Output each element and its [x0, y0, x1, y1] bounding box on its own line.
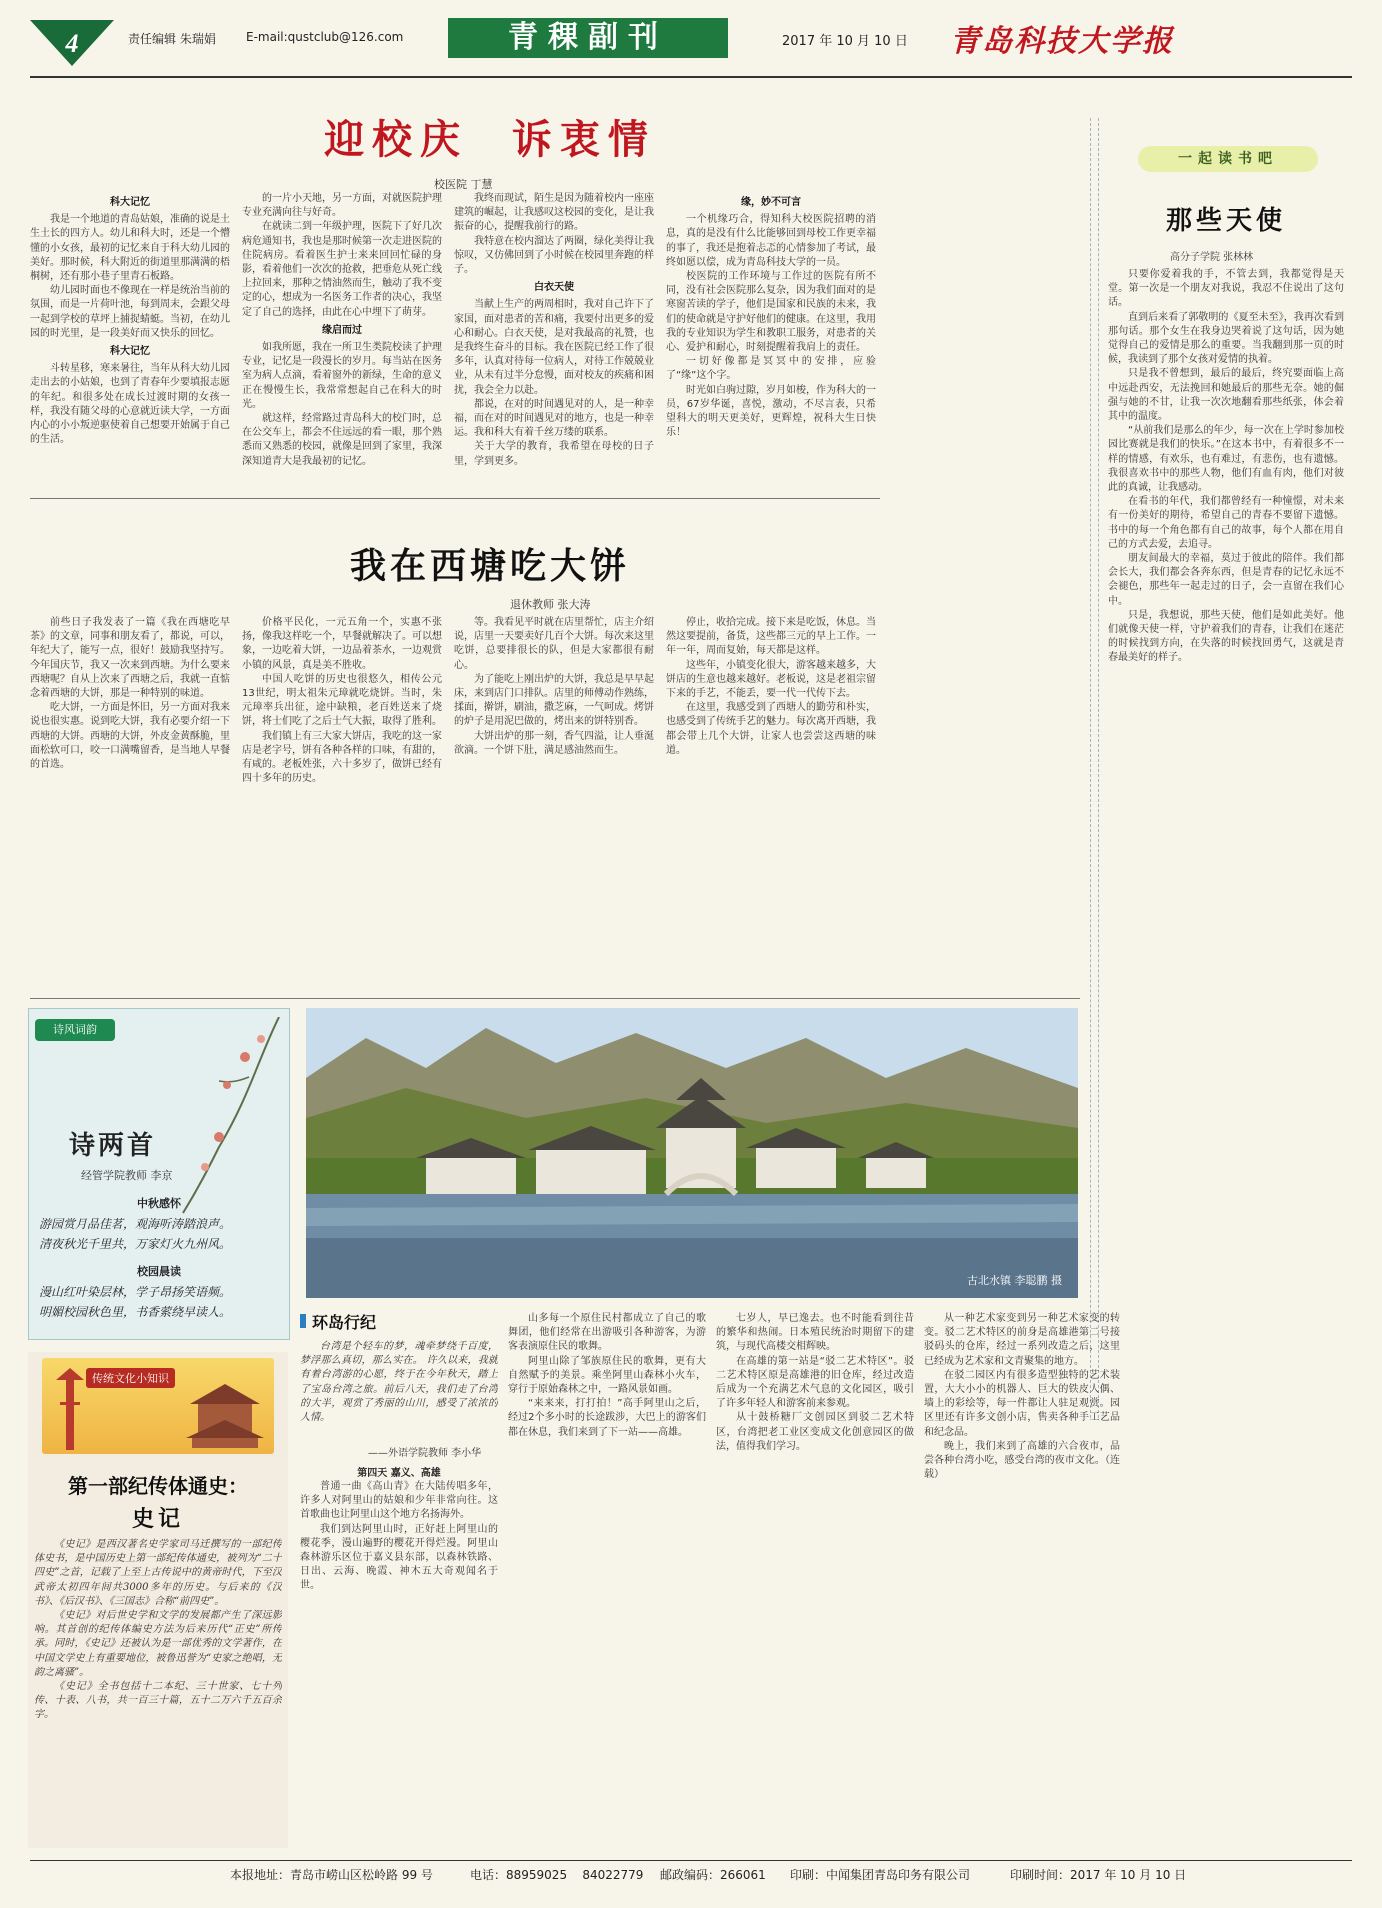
poem1-title: 中秋感怀 [137, 1197, 181, 1210]
article3-col3-p1: 山多每一个原住民村都成立了自己的歌舞团，他们经常在出游吸引各种游客，为游客表演原住民的歌舞。 [508, 1313, 706, 1353]
footer-postcode: 邮政编码：266061 [660, 1868, 766, 1882]
article3-col3-p3: “来来来，打打拍！”高手阿里山之后，经过2个多小时的长途跋涉，大巴上的游客们都在休息，我们来到了下一站——高雄。 [508, 1398, 706, 1438]
article1-col3-sub1: 白衣天使 [534, 282, 574, 294]
article1-col4-p2: 校医院的工作环境与工作过的医院有所不同，没有社会医院那么复杂，因为我们面对的是寒窗苦读的学子，他们是国家和民族的未来，我们的使命就是守护好他们的健康。在这里，我用我的专业知识为学生和教职工服务，对患者的关心、爱护和耐心，时刻提醒着我肩上的责任。 [666, 271, 876, 354]
poem-byline: 经管学院教师 李京 [81, 1169, 173, 1182]
article2-col2-p3: 我们镇上有三大家大饼店，我吃的这一家店是老字号，饼有各种各样的口味，有甜的，有咸的。老板姓张，六十多岁了，做饼已经有四十多年的历史。 [242, 730, 442, 785]
article3-col2-p1: 普通一曲《高山青》在大陆传唱多年，许多人对阿里山的姑娘和少年非常向往。这首歌曲也让阿里山这个地方名扬海外。 [300, 1481, 498, 1521]
section-marker-icon [300, 1314, 306, 1328]
bookclub-border-left [1090, 118, 1091, 1418]
article2-byline: 退休教师 张大涛 [510, 598, 591, 611]
article3-col3-p2: 阿里山除了邹族原住民的歌舞，更有大自然赋予的美景。乘坐阿里山森林小火车，穿行于原始森林之中，一路风景如画。 [508, 1355, 706, 1396]
article1-col2-sub1: 缘启而过 [322, 324, 362, 336]
article1-col1-p2: 幼儿园时面也不像现在一样是统治当前的氛围，而是一片荷叶池，每到周末，会跟父母一起到学校的草坪上捕捉蜻蜓。当初，在幼儿园的时光里，是一段美好而又快乐的回忆。 [30, 285, 230, 339]
article2-col4-p2: 这些年，小镇变化很大，游客越来越多，大饼店的生意也越来越好。老板说，这是老祖宗留下来的手艺，不能丢，要一代一代传下去。 [666, 659, 876, 700]
bookclub-p4: “从前我们是那么的年少，每一次在上学时参加校园比赛就是我们的快乐。”在这本书中，有着很多不一样的情感，有欢乐，也有难过，有悲伤，也有遗憾。我很喜欢书中的那些人物，他们有血有肉，他们对彼此的真诚，让我感动。 [1108, 425, 1344, 494]
article1-col4-p3: 一切好像都是冥冥中的安排，应验了“缘”这个字。 [666, 356, 876, 382]
article2-col1 [30, 616, 230, 982]
article3-col5-p2: 在驳二园区内有很多造型独特的艺术装置，大大小小的机器人、巨大的铁皮人偶、墙上的彩绘等，每一件都让人驻足观赏。园区里还有许多文创小店，售卖各种手工艺品和纪念品。 [924, 1369, 1120, 1438]
poem-box [28, 1008, 290, 1340]
poem2-line1: 漫山红叶染层林，学子昂扬笑语频。 [39, 1285, 232, 1299]
article1-col1 [30, 192, 230, 482]
history-p2: 《史记》对后世史学和文学的发展都产生了深远影响。其首创的纪传体编史方法为后来历代“正史”所传承。同时，《史记》还被认为是一部优秀的文学著作，在中国文学史上有重要地位，被鲁迅誉为“史家之绝唱，无韵之离骚”。 [34, 1610, 282, 1678]
issue-date: 2017 年 10 月 10 日 [782, 34, 908, 49]
water-town-photo [306, 1008, 1078, 1298]
bookclub-p1: 只要你爱着我的手，不管去到，我都觉得是天堂。第一次是一个朋友对我说，我忍不住说出了这句话。 [1108, 269, 1344, 309]
history-title: 第一部纪传体通史： [68, 1474, 248, 1498]
footer-rule [30, 1860, 1352, 1861]
article3-col5-p1: 从一种艺术家变到另一种艺术家变的转变。驳二艺术特区的前身是高雄港第二号接驳码头的仓库，经过一系列改造之后，这里已经成为艺术家和文青聚集的地方。 [924, 1313, 1120, 1367]
article2-col1-p2: 吃大饼，一方面是怀旧，另一方面对我来说也很实惠。说到吃大饼，我有必要介绍一下西塘的大饼。西塘的大饼，外皮金黄酥脆，里面松软可口，咬一口满嘴留香，是当地人早餐的首选。 [30, 702, 230, 771]
poem2-title: 校园晨读 [137, 1265, 181, 1278]
article1-col3 [454, 192, 654, 482]
article2-col3 [454, 616, 654, 982]
article1-col1-sub1: 科大记忆 [110, 197, 150, 208]
footer-phone: 电话：88959025 84022779 [470, 1868, 644, 1882]
article2-col1-p1: 前些日子我发表了一篇《我在西塘吃早茶》的文章，同事和朋友看了，都说，可以，年纪大了，能写一点，很好！鼓励我坚持写。今年国庆节，我又一次来到西塘。为什么要来西塘呢？自从上次来了西塘之后，我就一直惦念着西塘的大饼，那是一种特别的味道。 [30, 617, 230, 700]
article2-col4-p1: 停止，收拾完成。接下来是吃饭，休息。当然这要提前，备货，这些都三元的早上工作。一年一年，周而复始，每天都是这样。 [666, 617, 876, 657]
editor-email: E-mail:qustclub@126.com [246, 30, 404, 44]
article3-col3 [508, 1312, 706, 1850]
article1-col1-p3: 斗转星移，寒来暑往，当年从科大幼儿园走出去的小姑娘，也到了青春年少要填报志愿的年纪。和很多处在成长过渡时期的女孩一样，我没有随父母的心意就近读大学，一方面内心的小小叛逆驱使着自己想要开始属于自己的生活。 [30, 363, 230, 446]
bookclub-title: 那些天使 [1165, 206, 1286, 236]
article3-col4 [716, 1312, 914, 1850]
article1-col3-p4: 都说，在对的时间遇见对的人，是一种幸福，而在对的时间遇见对的地方，也是一种幸运。我和科大有着千丝万缕的联系。 [454, 398, 654, 439]
footer-address: 本报地址：青岛市崂山区松岭路 99 号 [230, 1868, 433, 1882]
article1-col2-p3: 如我所愿，我在一所卫生类院校读了护理专业，记忆是一段漫长的岁月。每当站在医务室为病人点滴，看着窗外的新绿，生命的意义正在慢慢生长，我常常想起自己在科大的时光。 [242, 342, 442, 410]
page-number: 4 [65, 29, 79, 58]
history-p3: 《史记》全书包括十二本纪、三十世家、七十列传、十表、八书，共一百三十篇，五十二万六千五百余字。 [34, 1681, 282, 1721]
bookclub-border-left2 [1098, 118, 1099, 1418]
history-box [28, 1352, 288, 1848]
section-title: 青稞副刊 [448, 18, 728, 58]
article3-section-header [300, 1310, 500, 1332]
feature-photo [306, 1008, 1078, 1298]
article1-col2-p4: 就这样，经常路过青岛科大的校门时，总在公交车上，都会不住远远的看一眼，那个熟悉而又熟悉的校园，就像是回到了家里，我深深知道青大是我最初的记忆。 [242, 413, 442, 467]
article1-byline: 校医院 丁慧 [434, 178, 493, 191]
article2-col4 [666, 616, 876, 982]
article2-col2-p1: 价格平民化，一元五角一个，实惠不张扬，像我这样吃一个，早餐就解决了。可以想象，一边吃着大饼，一边品着茶水，一边观赏小镇的风景，真是美不胜收。 [242, 617, 442, 671]
article3-col2 [300, 1480, 498, 1850]
masthead: 青岛科技大学报 [950, 24, 1174, 59]
page-number-badge [30, 18, 114, 68]
poem-title: 诗两首 [69, 1131, 157, 1161]
article3-col4-p1: 七岁人，早已逸去。也不时能看到往昔的繁华和热闹。日本殖民统治时期留下的建筑，与现代高楼交相辉映。 [716, 1313, 914, 1353]
history-badge: 传统文化小知识 [86, 1368, 175, 1388]
article1-col4-p1: 一个机缘巧合，得知科大校医院招聘的消息，真的是没有什么比能够回到母校工作更幸福的事了，我还是抱着忐忑的心情参加了考试，最终如愿以偿，成为青岛科技大学的一员。 [666, 214, 876, 268]
article1-col3-p2: 我特意在校内溜达了两圈，绿化美得让我惊叹，又仿佛回到了小时候在校园里奔跑的样子。 [454, 235, 654, 276]
bookclub-p3: 只是我不曾想到，最后的最后，终究要面临上高中远赴西安，无法挽回和她最后的那些无奈。她的倔强与她的不甘，让我一次次地翻看那些纸张，体会着其中的温度。 [1108, 368, 1344, 423]
footer-print-date: 印刷时间：2017 年 10 月 10 日 [1010, 1868, 1187, 1882]
bookclub-p6: 朋友间最大的幸福，莫过于彼此的陪伴。我们都会长大，我们都会各奔东西，但是青春的记忆永远不会褪色，那些年一起走过的日子，会一直留在我们心中。 [1108, 553, 1344, 607]
page-footer [30, 1866, 1352, 1886]
article3-chapter: 第四天 嘉义、高雄 [357, 1468, 441, 1479]
article1-col1-sub2: 科大记忆 [110, 346, 150, 358]
article1-col3-p5: 关于大学的教育，我希望在母校的日子里，学到更多。 [454, 441, 654, 467]
bookclub-p2: 直到后来看了郭敬明的《夏至未至》，我再次看到那句话。那个女生在我身边哭着说了这句话，因为她觉得自己的爱情是那么的重要。当我翻到那一页的时候，我读到了那个女孩对爱情的执着。 [1108, 311, 1344, 366]
article1-col2 [242, 192, 442, 482]
article1-col2-p2: 在就读二到一年级护理，医院下了好几次病危通知书，我也是那时候第一次走进医院的住院病房。看着医生护士来来回回忙碌的身影，看着他们一次次的抢救，把垂危从死亡线上拉回来，那种之情油然而生，触动了我不变定的心，想成为一名医务工作者的决心，我坚定了自己的选择，由此在心中埋下了萌芽。 [242, 221, 442, 318]
history-subtitle: 史记 [131, 1506, 184, 1532]
poem2-line2: 明媚校园秋色里，书香萦绕早读人。 [39, 1305, 232, 1319]
editor-credit: 责任编辑 朱瑞娟 [128, 32, 216, 46]
poem-badge: 诗风词韵 [35, 1019, 115, 1041]
article1-col4-sub1: 缘，妙不可言 [741, 197, 801, 208]
article2-col3-p3: 大饼出炉的那一刻，香气四溢，让人垂涎欲滴。一个饼下肚，满足感油然而生。 [454, 730, 654, 756]
article2-title: 我在西塘吃大饼 [349, 545, 630, 587]
article1-col3-p1: 我终而现试，陌生是因为随着校内一座座建筑的崛起，让我感叹这校园的变化，是让我振奋的心，提醒我前行的路。 [454, 193, 654, 233]
article2-col4-p3: 在这里，我感受到了西塘人的勤劳和朴实，也感受到了传统手艺的魅力。每次离开西塘，我都会带上几个大饼，让家人也尝尝这西塘的味道。 [666, 702, 876, 756]
article3-col5-p3: 晚上，我们来到了高雄的六合夜市，品尝各种台湾小吃，感受台湾的夜市文化。（连载） [924, 1440, 1120, 1481]
article3-col4-p2: 在高雄的第一站是“驳二艺术特区”。驳二艺术特区原是高雄港的旧仓库，经过改造后成为一个充满艺术气息的文化园区，吸引了许多年轻人和游客前来参观。 [716, 1355, 914, 1410]
bookclub-p7: 只是，我想说，那些天使，他们是如此美好。他们就像天使一样，守护着我们的青春，让我们在迷茫的时候找到方向，在失落的时候找回勇气，这就是青春最美好的样子。 [1108, 609, 1344, 664]
article2-col3-p1: 等。我看见平时就在店里帮忙，店主介绍说，店里一天要卖好几百个大饼。每次来这里吃饼，总要排很长的队，但是大家都很有耐心。 [454, 617, 654, 671]
photo-caption: 古北水镇 李聪鹏 摄 [967, 1274, 1062, 1287]
bookclub-byline: 高分子学院 张林林 [1170, 252, 1254, 263]
article1-col4-p4: 时光如白驹过隙，岁月如梭，作为科大的一员，67岁华诞，喜悦，激动，不尽言表，只希望科大的明天更美好，更辉煌，祝科大生日快乐！ [666, 384, 876, 439]
article3-intro-text: 台湾是个轻车的梦，魂牵梦绕千百度，梦浮那么真切，那么实在。 许久以来，我就有着台湾游的心愿，终于在今年秋天，踏上了宝岛台湾之旅。前后八天，我们走了台湾的大半，观赏了秀丽的山川，感受了浓浓的人情。 [300, 1341, 498, 1424]
history-body [34, 1538, 282, 1838]
history-banner [42, 1358, 274, 1454]
article3-byline: ——外语学院教师 李小华 [368, 1448, 482, 1459]
article1-divider [30, 498, 880, 499]
article3-section-title: 环岛行纪 [312, 1313, 377, 1332]
pavilion-icon [182, 1380, 268, 1450]
bookclub-p5: 在看书的年代，我们都曾经有一种憧憬，对未来有一份美好的期待，希望自己的青春不要留下遗憾。书中的每一个角色都有自己的故事，每个人都在用自己的方式去爱，去追寻。 [1108, 496, 1344, 550]
article1-col4 [666, 192, 876, 482]
article1-col1-p1: 我是一个地道的青岛姑娘，准确的说是土生土长的四方人。幼儿和科大时，还是一个懵懂的小女孩，最初的记忆来自于科大幼儿园的美好。那时候，科大附近的街道里那满满的梧桐树，还有那小巷子里青石板路。 [30, 214, 230, 283]
poem1-line2: 清夜秋光千里共，万家灯火九州风。 [39, 1237, 232, 1251]
article3-col2-p2: 我们到达阿里山时，正好赶上阿里山的樱花季，漫山遍野的樱花开得烂漫。阿里山森林游乐区位于嘉义县东部，以森林铁路、日出、云海、晚霞、神木五大奇观闻名于世。 [300, 1523, 498, 1592]
article1-title: 迎校庆 诉衷情 [324, 116, 656, 163]
bookclub-badge: 一起读书吧 [1138, 146, 1318, 172]
history-p1: 《史记》是西汉著名史学家司马迁撰写的一部纪传体史书，是中国历史上第一部纪传体通史，被列为“二十四史”之首，记载了上至上古传说中的黄帝时代，下至汉武帝太初四年间共3000多年的历史。与后来的《汉书》、《后汉书》、《三国志》合称“前四史”。 [34, 1539, 282, 1607]
article1-col3-p3: 当献上生产的两周相时，我对自己许下了家国，面对患者的苦和痛，我要付出更多的爱心和耐心。白衣天使，是对我最高的礼赞，也是我终生奋斗的目标。我在医院已经工作了很多年，认真对待每一位病人，对待工作兢兢业业，从未有过半分怠慢，面对校友的疾痛和困扰，我会全力以赴。 [454, 299, 654, 396]
article2-col2 [242, 616, 442, 982]
article2-col2-p2: 中国人吃饼的历史也很悠久，相传公元13世纪，明太祖朱元璋就吃烧饼。当时，朱元璋率兵出征，途中缺粮，老百姓送来了烧饼，将士们吃了之后士气大振，取得了胜利。 [242, 673, 442, 728]
poem-branch-illustration [179, 1017, 283, 1217]
article1-col2-p1: 的一片小天地，另一方面，对就医院护理专业充满向往与好奇。 [242, 193, 442, 219]
article2-divider [30, 998, 1080, 999]
article3-intro [300, 1340, 498, 1436]
article2-col3-p2: 为了能吃上刚出炉的大饼，我总是早早起床，来到店门口排队。店里的师傅动作熟练，揉面，擀饼，刷油，撒芝麻，一气呵成。烤饼的炉子是用泥巴做的，烤出来的饼特别香。 [454, 673, 654, 728]
page-header [30, 18, 1352, 76]
bookclub-body [1108, 268, 1344, 1408]
article3-col4-p3: 从十鼓桥糖厂文创园区到驳二艺术特区，台湾把老工业区变成文化创意园区的做法，值得我们学习。 [716, 1412, 914, 1452]
article3-col5 [924, 1312, 1120, 1850]
footer-printer: 印刷：中闻集团青岛印务有限公司 [790, 1868, 971, 1882]
poem1-line1: 游园赏月品佳茗，观海听涛踏浪声。 [39, 1217, 232, 1231]
